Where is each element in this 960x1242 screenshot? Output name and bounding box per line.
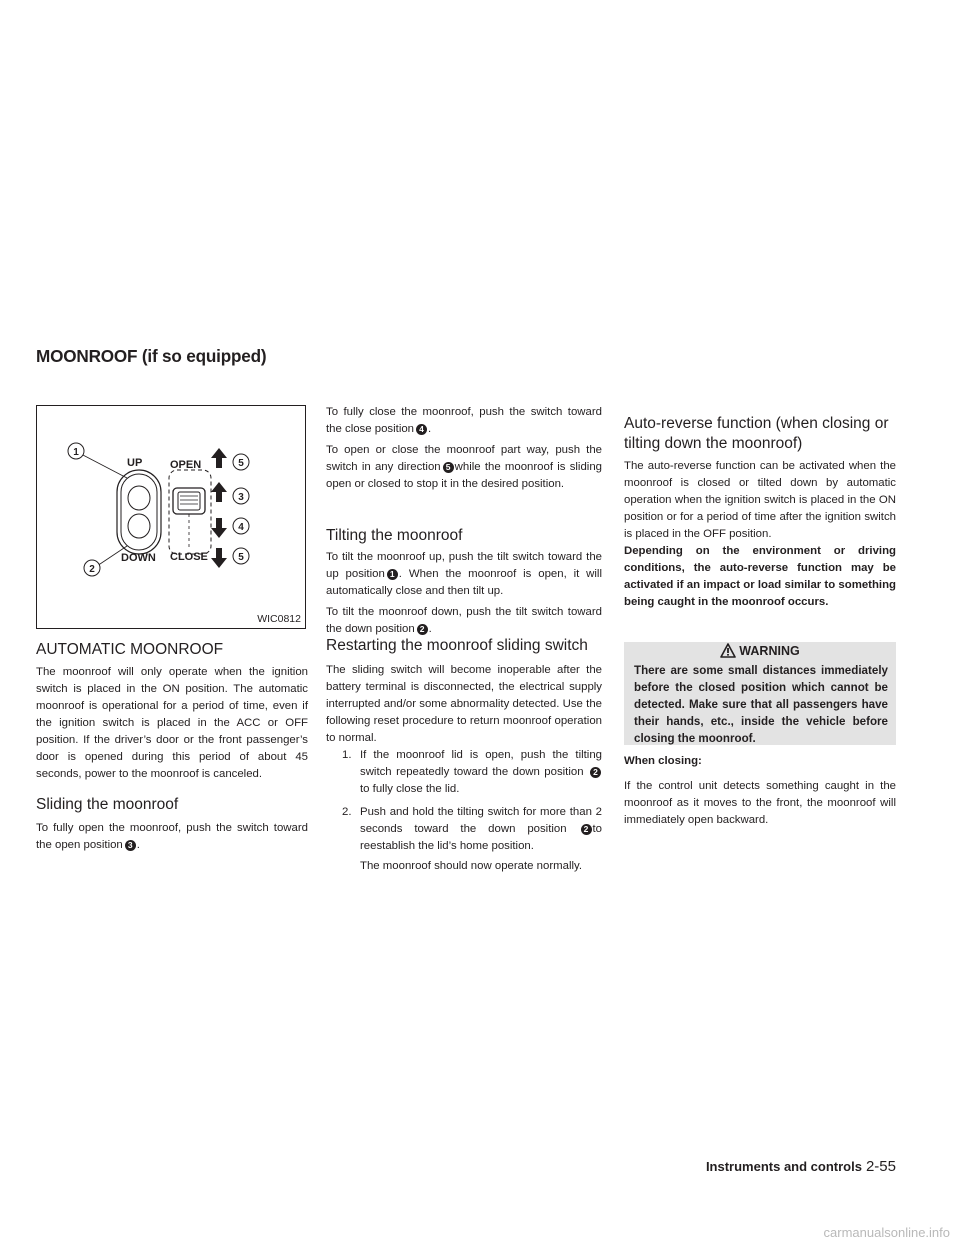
paragraph-fully-close: To fully close the moonroof, push the switch toward the close position 4 . (326, 406, 602, 435)
paragraph-automatic-moonroof: The moonroof will only operate when the ignition switch is placed in the ON position. The automatic moonroof is operational for a period of time, even if the ignition switch is placed in the ACC or OFF position. If the driver’s door or the front passenger’s door is opened during this period of about 45 seconds, power to the moonroof is canceled. (36, 666, 308, 780)
callout-ref-icon: 2 (417, 624, 428, 635)
label-close: CLOSE (170, 551, 208, 563)
callout-ref-icon: 5 (443, 462, 454, 473)
callout-3 (233, 488, 249, 504)
paragraph-sliding-open: To fully open the moonroof, push the switch toward the open position 3 . (36, 822, 308, 851)
page-footer (706, 1158, 896, 1175)
callout-ref-icon: 2 (581, 824, 592, 835)
arrow-down-icon (211, 548, 227, 568)
label-up: UP (127, 457, 143, 469)
callout-5-bottom (233, 548, 249, 564)
subheading-when-closing: When closing: (624, 755, 702, 767)
callout-ref-icon: 1 (387, 569, 398, 580)
paragraph-part-way: To open or close the moonroof part way, push the switch in any direction 5 while the moonroof is sliding open or closed to stop it in the desired position. (326, 444, 602, 490)
svg-text:3: 3 (238, 492, 244, 503)
heading-tilting-moonroof: Tilting the moonroof (326, 527, 463, 544)
paragraph-auto-reverse-conditions: Depending on the environment or driving conditions, the auto-reverse function may be activated if an impact or load similar to something being caught in the moonroof occurs. (624, 545, 896, 608)
heading-auto-reverse: Auto-reverse function (when closing or tilting down the moonroof) (624, 415, 889, 452)
label-down: DOWN (121, 552, 156, 564)
svg-text:4: 4 (238, 522, 244, 533)
paragraph-when-closing: If the control unit detects something caught in the moonroof as it moves to the front, the moonroof will immediately open backward. (624, 780, 896, 826)
arrow-up-icon (211, 482, 227, 502)
warning-text: There are some small distances immediately before the closed position which cannot be detected. Make sure that all passengers have their hands, etc., inside the vehicle before closing the moonroof. (634, 664, 888, 745)
callout-5-top (233, 454, 249, 470)
callout-ref-icon: 4 (416, 424, 427, 435)
page-number: 2-55 (865, 1158, 896, 1175)
callout-ref-icon: 2 (590, 767, 601, 778)
heading-sliding-moonroof: Sliding the moonroof (36, 796, 179, 813)
callout-1 (68, 443, 84, 459)
paragraph-operate-normally: The moonroof should now operate normally. (360, 860, 583, 872)
arrow-down-icon (211, 518, 227, 538)
paragraph-auto-reverse: The auto-reverse function can be activated when the moonroof is closed or tilted down by automatic operation when the ignition switch is placed in the ON position or for a period of time after the ignition switch is placed in the OFF position. (624, 460, 896, 540)
list-item: 1. If the moonroof lid is open, push the tilting switch repeatedly toward the down position 2to fully close the lid. (342, 749, 602, 795)
svg-text:2: 2 (89, 564, 95, 575)
list-item: 2. Push and hold the tilting switch for more than 2 seconds toward the down position 2 to reestablish the lid’s home position. (342, 806, 602, 852)
callout-ref-icon: 3 (125, 840, 136, 851)
section-title: MOONROOF (if so equipped) (36, 346, 267, 366)
switch-figure (36, 405, 306, 629)
heading-automatic-moonroof: AUTOMATIC MOONROOF (36, 641, 224, 658)
arrow-up-icon (211, 448, 227, 468)
callout-4 (233, 518, 249, 534)
moonroof-switch-illustration (37, 406, 305, 628)
svg-text:5: 5 (238, 458, 244, 469)
svg-text:5: 5 (238, 552, 244, 563)
label-open: OPEN (170, 459, 202, 471)
callout-2 (84, 560, 100, 576)
watermark: carmanualsonline.info (823, 1225, 950, 1240)
paragraph-tilt-down: To tilt the moonroof down, push the tilt switch toward the down position 2 . (326, 606, 602, 635)
warning-title: WARNING (739, 644, 800, 658)
svg-text:1: 1 (73, 447, 79, 458)
warning-header (624, 641, 896, 661)
chapter-name: Instruments and controls (705, 1159, 862, 1174)
heading-restarting-switch: Restarting the moonroof sliding switch (326, 637, 588, 654)
paragraph-tilt-up: To tilt the moonroof up, push the tilt switch toward the up position 1 . When the moonroof is open, it will automatically close and then tilt up. (326, 551, 602, 597)
figure-id: WIC0812 (257, 613, 301, 625)
paragraph-restart: The sliding switch will become inoperable after the battery terminal is disconnected, the electrical supply interrupted and/or some abnormality detected. Use the following reset procedure to return moonroof operation to normal. (326, 664, 602, 744)
warning-icon (720, 643, 736, 664)
